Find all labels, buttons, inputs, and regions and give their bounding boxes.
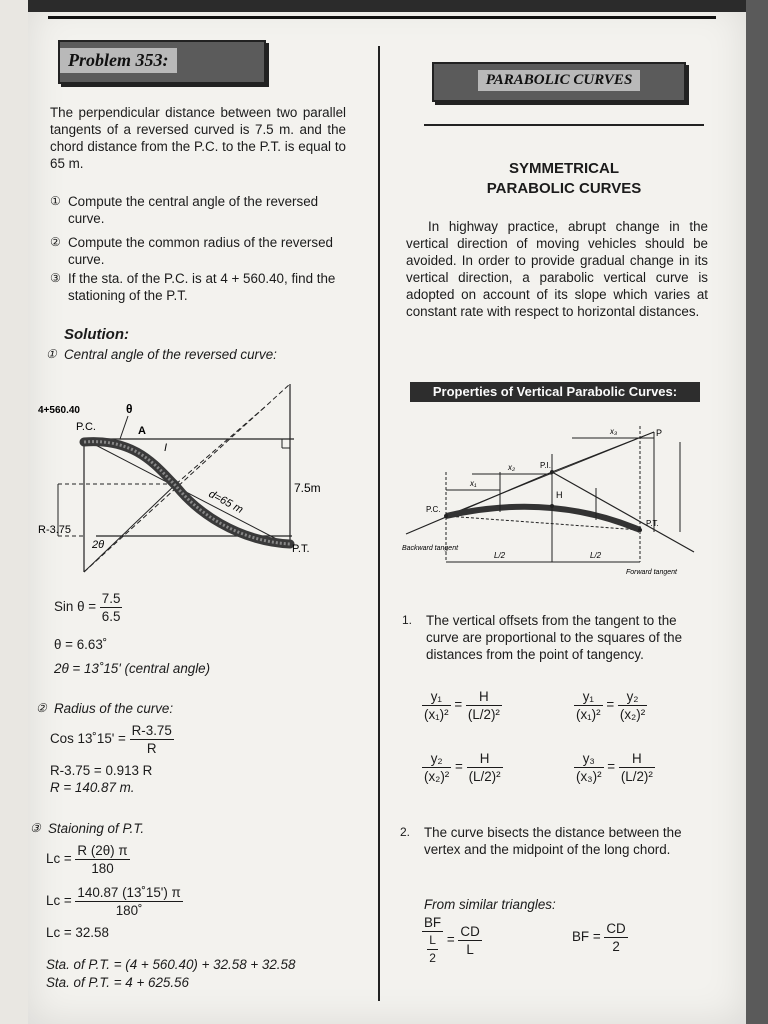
two-theta-value: 2θ = 13˚15' (central angle) bbox=[54, 661, 211, 676]
sin-fraction: $\frac{7.5}{6.5}$ bbox=[101, 591, 121, 624]
top-edge bbox=[28, 0, 746, 12]
bf-ratio-equation: $\frac{BF}{\frac{L}{2}}$ = $\frac{CD}{L}$ bbox=[424, 915, 480, 965]
pc-label: P.C. bbox=[426, 505, 441, 514]
section-rule bbox=[424, 124, 704, 126]
sta-pt-line-2: Sta. of P.T. = 4 + 625.56 bbox=[46, 975, 189, 990]
bf-result-equation: BF = $\frac{CD}{2}$ bbox=[572, 921, 626, 954]
pt-label: P.T. bbox=[646, 519, 659, 528]
sin-equation: Sin θ = $\frac{7.5}{6.5}$ bbox=[54, 591, 121, 624]
property-2: 2. The curve bisects the distance between the vertex and the midpoint of the long chord. bbox=[400, 825, 682, 857]
two-theta-label: 2θ bbox=[92, 539, 105, 551]
properties-heading: Properties of Vertical Parabolic Curves: bbox=[410, 382, 700, 402]
problem-text: The perpendicular distance between two parallel tangents of a reversed curved is 7.5 m. and the chord distance from the P.C. to the P.T. is equal to 65 m. bbox=[50, 105, 346, 171]
cos-equation: Cos 13˚15' = $\frac{R-3.75}{R}$ bbox=[50, 723, 172, 756]
distance-label: 7.5m bbox=[294, 481, 321, 495]
title-line-1: SYMMETRICAL bbox=[509, 160, 619, 177]
p-label: P bbox=[656, 428, 663, 438]
pi-label: P.I. bbox=[540, 461, 551, 470]
chord-label: d=65 m bbox=[206, 488, 245, 517]
r-equation-1: R-3.75 = 0.913 R bbox=[50, 763, 153, 778]
problem-label: Problem 353: bbox=[58, 40, 266, 84]
similar-triangles-label: From similar triangles: bbox=[424, 897, 556, 912]
sta-pt-line-1: Sta. of P.T. = (4 + 560.40) + 32.58 + 32.58 bbox=[46, 957, 296, 972]
r-minus-label: R-3.75 bbox=[38, 524, 72, 536]
point-a-label: A bbox=[138, 425, 146, 437]
half-length-left: L/2 bbox=[494, 551, 506, 560]
step3-title: ③ Staioning of P.T. bbox=[30, 821, 145, 836]
step1-title: ① Central angle of the reversed curve: bbox=[46, 347, 277, 362]
equation-y1-h: $\frac{\text{y₁}}{\text{(x₁)²}}$ = $\frac{H}{\text{(L/2)²}}$ bbox=[424, 689, 500, 722]
equation-y2-h: $\frac{\text{y₂}}{\text{(x₂)²}}$ = $\frac{H}{\text{(L/2)²}}$ bbox=[424, 751, 501, 784]
question-3: ③ If the sta. of the P.C. is at 4 + 560.40, find the stationing of the P.T. bbox=[50, 271, 336, 303]
point-i-label: I bbox=[164, 442, 168, 454]
theta-value: θ = 6.63˚ bbox=[54, 637, 108, 652]
lc-substitution: Lc = $\frac{140.87 (13˚15') \pi}{180˚}$ bbox=[46, 885, 181, 918]
cos-fraction: $\frac{R-3.75}{R}$ bbox=[131, 723, 172, 756]
pt-label: P.T. bbox=[292, 543, 310, 555]
reversed-curve-diagram bbox=[36, 376, 376, 586]
backward-tangent-label: Backward tangent bbox=[402, 545, 459, 552]
question-2: ② Compute the common radius of the reversed curve. bbox=[50, 235, 333, 267]
solution-label: Solution: bbox=[64, 326, 129, 343]
column-divider bbox=[378, 46, 380, 1001]
pc-label: P.C. bbox=[76, 421, 96, 433]
parabolic-curve-diagram bbox=[400, 412, 706, 592]
x1-label: x₁ bbox=[470, 479, 477, 488]
r-equation-2: R = 140.87 m. bbox=[50, 780, 135, 795]
lc-formula-fraction: $\frac{R (2\theta) \pi}{180}$ bbox=[77, 843, 128, 876]
half-length-right: L/2 bbox=[590, 551, 602, 560]
lc-value: Lc = 32.58 bbox=[46, 925, 109, 940]
h-label: H bbox=[556, 490, 563, 500]
binding-edge bbox=[746, 0, 768, 1024]
step2-title: ② Radius of the curve: bbox=[36, 701, 174, 716]
lc-substitution-fraction: $\frac{140.87 (13˚15') \pi}{180˚}$ bbox=[77, 885, 181, 918]
x3-label: x₃ bbox=[610, 427, 618, 436]
equation-y1-y2: $\frac{\text{y₁}}{\text{(x₁)²}}$ = $\frac{\text{y₂}}{\text{(x₂)²}}$ bbox=[576, 689, 646, 722]
x2-label: x₂ bbox=[508, 463, 516, 472]
intro-paragraph: In highway practice, abrupt change in the vertical direction of moving vehicles should be avoided. In order to provide gradual change in its vertical direction, a parabolic vertical curve is adopted on account of its slope which varies at constant rate with respect to horizontal distances. bbox=[406, 219, 708, 319]
theta-label: θ bbox=[126, 402, 133, 416]
lc-formula: Lc = $\frac{R (2\theta) \pi}{180}$ bbox=[46, 843, 128, 876]
section-label: PARABOLIC CURVES bbox=[432, 62, 686, 102]
equation-y3-h: $\frac{\text{y₃}}{\text{(x₃)²}}$ = $\frac{H}{\text{(L/2)²}}$ bbox=[576, 751, 653, 784]
forward-tangent-label: Forward tangent bbox=[626, 569, 677, 576]
property-1: 1. The vertical offsets from the tangent to the curve are proportional to the squares of the distances from the point of tangency. bbox=[402, 613, 683, 662]
question-1: ① Compute the central angle of the reversed curve. bbox=[50, 194, 319, 226]
header-rule bbox=[48, 16, 716, 19]
title-line-2: PARABOLIC CURVES bbox=[486, 180, 642, 197]
sta-label: 4+560.40 bbox=[38, 405, 80, 416]
